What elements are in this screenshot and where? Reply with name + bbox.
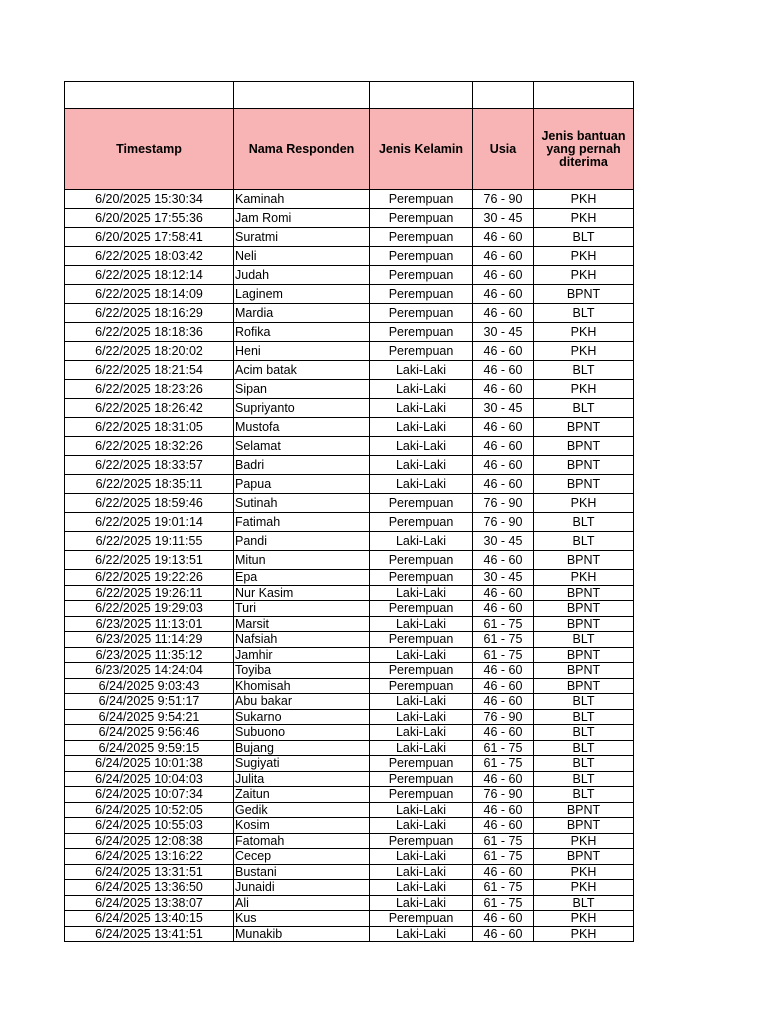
age-cell: 61 - 75 (473, 880, 534, 896)
age-cell: 46 - 60 (473, 418, 534, 437)
age-cell: 61 - 75 (473, 756, 534, 772)
gender-cell: Laki-Laki (370, 740, 473, 756)
table-row (65, 740, 634, 756)
age-cell: 46 - 60 (473, 247, 534, 266)
name-cell: Marsit (234, 616, 370, 632)
aid-cell: BLT (534, 361, 634, 380)
age-cell: 46 - 60 (473, 361, 534, 380)
table-row (65, 911, 634, 927)
gender-cell: Laki-Laki (370, 709, 473, 725)
table-row (65, 399, 634, 418)
age-cell: 46 - 60 (473, 475, 534, 494)
table-row (65, 266, 634, 285)
aid-cell: BPNT (534, 678, 634, 694)
timestamp-cell: 6/24/2025 9:51:17 (65, 694, 234, 710)
aid-cell: BLT (534, 709, 634, 725)
gender-cell: Perempuan (370, 209, 473, 228)
name-cell: Mardia (234, 304, 370, 323)
age-cell: 61 - 75 (473, 895, 534, 911)
name-cell: Nur Kasim (234, 585, 370, 601)
aid-cell: BLT (534, 725, 634, 741)
name-cell: Munakib (234, 926, 370, 942)
table-row (65, 551, 634, 570)
age-cell: 46 - 60 (473, 725, 534, 741)
aid-cell: BLT (534, 740, 634, 756)
name-cell: Epa (234, 570, 370, 586)
aid-cell: BPNT (534, 647, 634, 663)
timestamp-cell: 6/20/2025 17:58:41 (65, 228, 234, 247)
table-row (65, 228, 634, 247)
timestamp-cell: 6/22/2025 19:26:11 (65, 585, 234, 601)
aid-cell: PKH (534, 380, 634, 399)
table-row (65, 323, 634, 342)
timestamp-cell: 6/24/2025 10:07:34 (65, 787, 234, 803)
table-row (65, 802, 634, 818)
name-cell: Kus (234, 911, 370, 927)
age-cell: 30 - 45 (473, 209, 534, 228)
gender-cell: Perempuan (370, 678, 473, 694)
blank-cell (534, 82, 634, 109)
blank-row (65, 82, 634, 109)
aid-cell: BPNT (534, 585, 634, 601)
age-cell: 46 - 60 (473, 678, 534, 694)
timestamp-cell: 6/23/2025 11:14:29 (65, 632, 234, 648)
timestamp-cell: 6/22/2025 19:13:51 (65, 551, 234, 570)
name-cell: Supriyanto (234, 399, 370, 418)
name-cell: Acim batak (234, 361, 370, 380)
table-row (65, 616, 634, 632)
name-cell: Badri (234, 456, 370, 475)
age-cell: 61 - 75 (473, 740, 534, 756)
gender-cell: Laki-Laki (370, 880, 473, 896)
table-row (65, 456, 634, 475)
aid-cell: BLT (534, 787, 634, 803)
table-row (65, 787, 634, 803)
timestamp-cell: 6/22/2025 19:29:03 (65, 601, 234, 617)
table-row (65, 437, 634, 456)
name-cell: Khomisah (234, 678, 370, 694)
aid-cell: PKH (534, 266, 634, 285)
timestamp-cell: 6/22/2025 18:18:36 (65, 323, 234, 342)
name-cell: Abu bakar (234, 694, 370, 710)
table-row (65, 380, 634, 399)
aid-cell: PKH (534, 570, 634, 586)
gender-cell: Perempuan (370, 190, 473, 209)
aid-cell: BPNT (534, 818, 634, 834)
aid-cell: BPNT (534, 616, 634, 632)
name-cell: Sukarno (234, 709, 370, 725)
table-row (65, 285, 634, 304)
age-cell: 46 - 60 (473, 456, 534, 475)
timestamp-cell: 6/22/2025 19:11:55 (65, 532, 234, 551)
gender-cell: Perempuan (370, 551, 473, 570)
age-cell: 61 - 75 (473, 632, 534, 648)
gender-cell: Perempuan (370, 756, 473, 772)
aid-cell: BPNT (534, 551, 634, 570)
age-cell: 46 - 60 (473, 266, 534, 285)
gender-cell: Perempuan (370, 266, 473, 285)
name-cell: Turi (234, 601, 370, 617)
name-cell: Judah (234, 266, 370, 285)
gender-cell: Laki-Laki (370, 475, 473, 494)
table-row (65, 849, 634, 865)
table-row (65, 632, 634, 648)
gender-cell: Laki-Laki (370, 437, 473, 456)
name-cell: Sugiyati (234, 756, 370, 772)
table-row (65, 342, 634, 361)
name-cell: Fatimah (234, 513, 370, 532)
table-row (65, 585, 634, 601)
name-cell: Sutinah (234, 494, 370, 513)
timestamp-cell: 6/22/2025 18:32:26 (65, 437, 234, 456)
name-cell: Mitun (234, 551, 370, 570)
aid-cell: PKH (534, 209, 634, 228)
name-cell: Zaitun (234, 787, 370, 803)
table-row (65, 833, 634, 849)
aid-cell: BLT (534, 756, 634, 772)
name-cell: Suratmi (234, 228, 370, 247)
age-cell: 46 - 60 (473, 304, 534, 323)
timestamp-cell: 6/20/2025 15:30:34 (65, 190, 234, 209)
age-cell: 46 - 60 (473, 601, 534, 617)
header-nama-responden: Nama Responden (234, 109, 370, 190)
aid-cell: BPNT (534, 601, 634, 617)
age-cell: 46 - 60 (473, 585, 534, 601)
gender-cell: Perempuan (370, 570, 473, 586)
timestamp-cell: 6/22/2025 18:26:42 (65, 399, 234, 418)
age-cell: 46 - 60 (473, 771, 534, 787)
table-row (65, 864, 634, 880)
aid-cell: BLT (534, 399, 634, 418)
name-cell: Selamat (234, 437, 370, 456)
aid-cell: BLT (534, 513, 634, 532)
timestamp-cell: 6/22/2025 18:35:11 (65, 475, 234, 494)
gender-cell: Perempuan (370, 247, 473, 266)
name-cell: Bustani (234, 864, 370, 880)
table-row (65, 494, 634, 513)
aid-cell: PKH (534, 342, 634, 361)
header-row (65, 109, 634, 190)
gender-cell: Perempuan (370, 771, 473, 787)
table-row (65, 209, 634, 228)
age-cell: 46 - 60 (473, 437, 534, 456)
age-cell: 61 - 75 (473, 616, 534, 632)
timestamp-cell: 6/24/2025 13:40:15 (65, 911, 234, 927)
age-cell: 61 - 75 (473, 833, 534, 849)
gender-cell: Laki-Laki (370, 895, 473, 911)
aid-cell: BLT (534, 532, 634, 551)
aid-cell: PKH (534, 494, 634, 513)
timestamp-cell: 6/22/2025 18:21:54 (65, 361, 234, 380)
age-cell: 46 - 60 (473, 818, 534, 834)
timestamp-cell: 6/22/2025 18:12:14 (65, 266, 234, 285)
name-cell: Heni (234, 342, 370, 361)
timestamp-cell: 6/22/2025 18:59:46 (65, 494, 234, 513)
age-cell: 46 - 60 (473, 802, 534, 818)
timestamp-cell: 6/24/2025 13:41:51 (65, 926, 234, 942)
timestamp-cell: 6/22/2025 18:31:05 (65, 418, 234, 437)
name-cell: Jam Romi (234, 209, 370, 228)
gender-cell: Laki-Laki (370, 694, 473, 710)
table-row (65, 647, 634, 663)
aid-cell: BLT (534, 632, 634, 648)
table-body (65, 190, 634, 942)
aid-cell: BLT (534, 694, 634, 710)
age-cell: 46 - 60 (473, 285, 534, 304)
table-row (65, 694, 634, 710)
aid-cell: BPNT (534, 663, 634, 679)
gender-cell: Laki-Laki (370, 380, 473, 399)
table-row (65, 601, 634, 617)
aid-cell: PKH (534, 323, 634, 342)
gender-cell: Laki-Laki (370, 864, 473, 880)
name-cell: Bujang (234, 740, 370, 756)
table-row (65, 513, 634, 532)
gender-cell: Laki-Laki (370, 456, 473, 475)
gender-cell: Laki-Laki (370, 616, 473, 632)
timestamp-cell: 6/24/2025 13:38:07 (65, 895, 234, 911)
table-row (65, 818, 634, 834)
timestamp-cell: 6/24/2025 13:31:51 (65, 864, 234, 880)
timestamp-cell: 6/22/2025 18:03:42 (65, 247, 234, 266)
age-cell: 46 - 60 (473, 380, 534, 399)
gender-cell: Perempuan (370, 323, 473, 342)
timestamp-cell: 6/23/2025 14:24:04 (65, 663, 234, 679)
gender-cell: Laki-Laki (370, 647, 473, 663)
table-row (65, 880, 634, 896)
gender-cell: Perempuan (370, 663, 473, 679)
age-cell: 46 - 60 (473, 663, 534, 679)
age-cell: 76 - 90 (473, 190, 534, 209)
age-cell: 76 - 90 (473, 513, 534, 532)
timestamp-cell: 6/20/2025 17:55:36 (65, 209, 234, 228)
table-row (65, 475, 634, 494)
table-row (65, 418, 634, 437)
gender-cell: Perempuan (370, 494, 473, 513)
gender-cell: Perempuan (370, 342, 473, 361)
aid-cell: PKH (534, 833, 634, 849)
table-row (65, 663, 634, 679)
table-row (65, 725, 634, 741)
table-row (65, 709, 634, 725)
gender-cell: Laki-Laki (370, 418, 473, 437)
timestamp-cell: 6/24/2025 13:36:50 (65, 880, 234, 896)
gender-cell: Laki-Laki (370, 585, 473, 601)
name-cell: Kaminah (234, 190, 370, 209)
table-row (65, 926, 634, 942)
name-cell: Fatomah (234, 833, 370, 849)
aid-cell: PKH (534, 247, 634, 266)
gender-cell: Laki-Laki (370, 926, 473, 942)
timestamp-cell: 6/24/2025 9:03:43 (65, 678, 234, 694)
age-cell: 46 - 60 (473, 926, 534, 942)
timestamp-cell: 6/24/2025 10:04:03 (65, 771, 234, 787)
timestamp-cell: 6/24/2025 10:52:05 (65, 802, 234, 818)
gender-cell: Laki-Laki (370, 849, 473, 865)
aid-cell: BPNT (534, 285, 634, 304)
table-row (65, 190, 634, 209)
aid-cell: BPNT (534, 849, 634, 865)
age-cell: 76 - 90 (473, 709, 534, 725)
table-row (65, 678, 634, 694)
age-cell: 76 - 90 (473, 787, 534, 803)
timestamp-cell: 6/24/2025 10:01:38 (65, 756, 234, 772)
name-cell: Pandi (234, 532, 370, 551)
timestamp-cell: 6/24/2025 13:16:22 (65, 849, 234, 865)
timestamp-cell: 6/23/2025 11:35:12 (65, 647, 234, 663)
aid-cell: BLT (534, 228, 634, 247)
header-usia: Usia (473, 109, 534, 190)
aid-cell: PKH (534, 880, 634, 896)
age-cell: 46 - 60 (473, 342, 534, 361)
age-cell: 46 - 60 (473, 694, 534, 710)
name-cell: Nafsiah (234, 632, 370, 648)
gender-cell: Perempuan (370, 601, 473, 617)
gender-cell: Perempuan (370, 513, 473, 532)
gender-cell: Perempuan (370, 833, 473, 849)
aid-cell: BPNT (534, 475, 634, 494)
timestamp-cell: 6/22/2025 18:33:57 (65, 456, 234, 475)
timestamp-cell: 6/22/2025 19:22:26 (65, 570, 234, 586)
timestamp-cell: 6/22/2025 18:14:09 (65, 285, 234, 304)
age-cell: 61 - 75 (473, 849, 534, 865)
name-cell: Subuono (234, 725, 370, 741)
gender-cell: Laki-Laki (370, 725, 473, 741)
name-cell: Toyiba (234, 663, 370, 679)
name-cell: Gedik (234, 802, 370, 818)
header-jenis-kelamin: Jenis Kelamin (370, 109, 473, 190)
name-cell: Sipan (234, 380, 370, 399)
name-cell: Laginem (234, 285, 370, 304)
table-row (65, 532, 634, 551)
age-cell: 61 - 75 (473, 647, 534, 663)
gender-cell: Laki-Laki (370, 818, 473, 834)
gender-cell: Laki-Laki (370, 399, 473, 418)
aid-cell: BPNT (534, 456, 634, 475)
aid-cell: BLT (534, 771, 634, 787)
name-cell: Jamhir (234, 647, 370, 663)
timestamp-cell: 6/22/2025 18:16:29 (65, 304, 234, 323)
timestamp-cell: 6/22/2025 19:01:14 (65, 513, 234, 532)
age-cell: 30 - 45 (473, 570, 534, 586)
gender-cell: Laki-Laki (370, 361, 473, 380)
timestamp-cell: 6/22/2025 18:20:02 (65, 342, 234, 361)
aid-cell: BPNT (534, 418, 634, 437)
gender-cell: Perempuan (370, 787, 473, 803)
gender-cell: Perempuan (370, 285, 473, 304)
gender-cell: Perempuan (370, 228, 473, 247)
table-row (65, 570, 634, 586)
aid-cell: PKH (534, 926, 634, 942)
aid-cell: PKH (534, 911, 634, 927)
name-cell: Julita (234, 771, 370, 787)
timestamp-cell: 6/24/2025 9:54:21 (65, 709, 234, 725)
header-timestamp: Timestamp (65, 109, 234, 190)
gender-cell: Perempuan (370, 911, 473, 927)
table-row (65, 247, 634, 266)
age-cell: 46 - 60 (473, 864, 534, 880)
gender-cell: Laki-Laki (370, 532, 473, 551)
timestamp-cell: 6/24/2025 9:56:46 (65, 725, 234, 741)
age-cell: 76 - 90 (473, 494, 534, 513)
gender-cell: Perempuan (370, 304, 473, 323)
table-row (65, 756, 634, 772)
name-cell: Papua (234, 475, 370, 494)
table-row (65, 895, 634, 911)
age-cell: 46 - 60 (473, 911, 534, 927)
age-cell: 30 - 45 (473, 532, 534, 551)
age-cell: 30 - 45 (473, 399, 534, 418)
age-cell: 46 - 60 (473, 551, 534, 570)
table-row (65, 361, 634, 380)
aid-cell: PKH (534, 190, 634, 209)
timestamp-cell: 6/24/2025 9:59:15 (65, 740, 234, 756)
gender-cell: Laki-Laki (370, 802, 473, 818)
blank-cell (473, 82, 534, 109)
timestamp-cell: 6/24/2025 12:08:38 (65, 833, 234, 849)
name-cell: Mustofa (234, 418, 370, 437)
blank-cell (65, 82, 234, 109)
age-cell: 46 - 60 (473, 228, 534, 247)
aid-cell: BLT (534, 895, 634, 911)
name-cell: Neli (234, 247, 370, 266)
name-cell: Kosim (234, 818, 370, 834)
name-cell: Junaidi (234, 880, 370, 896)
survey-table (64, 81, 634, 942)
table-row (65, 771, 634, 787)
blank-cell (234, 82, 370, 109)
blank-cell (370, 82, 473, 109)
aid-cell: BPNT (534, 437, 634, 456)
aid-cell: BLT (534, 304, 634, 323)
table-row (65, 304, 634, 323)
aid-cell: PKH (534, 864, 634, 880)
timestamp-cell: 6/24/2025 10:55:03 (65, 818, 234, 834)
timestamp-cell: 6/23/2025 11:13:01 (65, 616, 234, 632)
age-cell: 30 - 45 (473, 323, 534, 342)
gender-cell: Perempuan (370, 632, 473, 648)
name-cell: Cecep (234, 849, 370, 865)
aid-cell: BPNT (534, 802, 634, 818)
name-cell: Rofika (234, 323, 370, 342)
timestamp-cell: 6/22/2025 18:23:26 (65, 380, 234, 399)
name-cell: Ali (234, 895, 370, 911)
header-jenis-bantuan: Jenis bantuan yang pernah diterima (534, 109, 634, 190)
